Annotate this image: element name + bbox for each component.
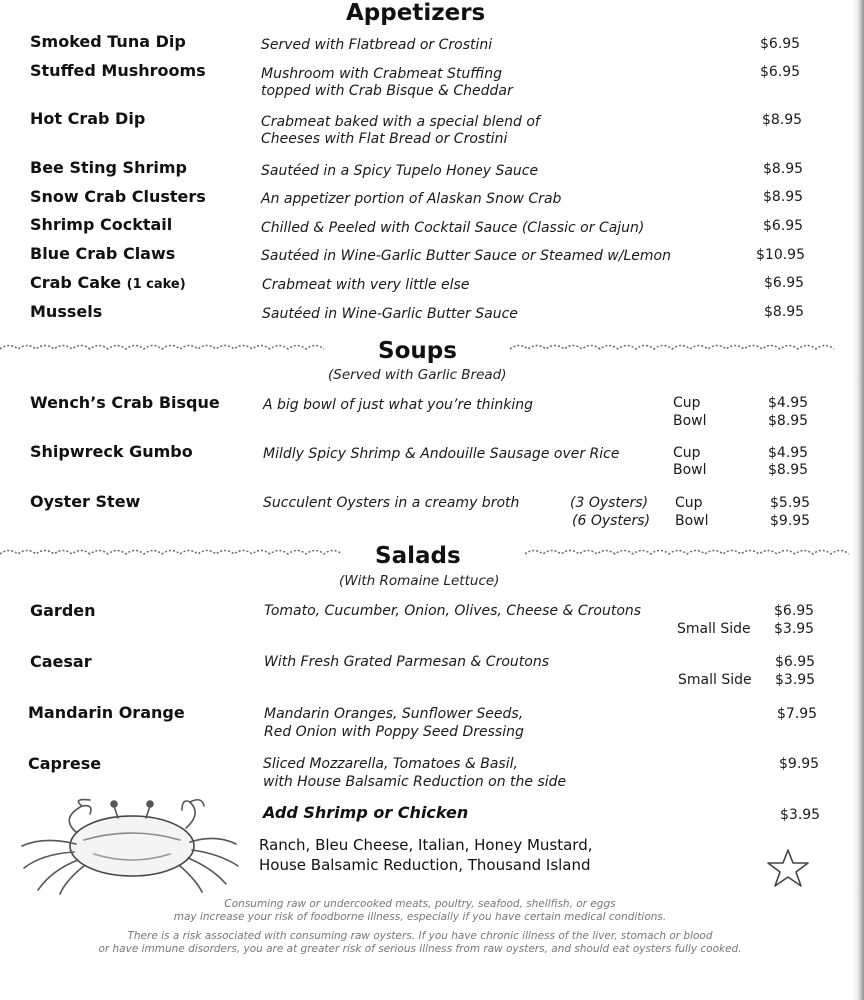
menu-item-price: $7.95 (777, 706, 818, 722)
side-label: Small Side (677, 621, 751, 637)
menu-item-name: Caesar (30, 652, 92, 671)
menu-item-price: $6.95 (775, 654, 816, 670)
oyster-count: (3 Oysters) (570, 495, 649, 511)
size-label: Cup (673, 395, 701, 411)
addon-label: Add Shrimp or Chicken (263, 803, 469, 822)
menu-item-desc: A big bowl of just what you’re thinking (263, 397, 534, 413)
menu-item-name: Shipwreck Gumbo (30, 442, 193, 461)
menu-item-price: $9.95 (779, 756, 820, 772)
wave-divider-right (525, 546, 855, 560)
side-label: Small Side (678, 672, 752, 688)
menu-item-price: $8.95 (762, 112, 803, 128)
menu-item-name: Smoked Tuna Dip (30, 32, 186, 51)
menu-item-price: $9.95 (770, 513, 811, 529)
menu-item-name-suffix: (1 cake) (126, 277, 186, 292)
size-label: Bowl (675, 513, 709, 529)
size-label: Cup (673, 445, 701, 461)
menu-item-desc: Crabmeat baked with a special blend of (261, 114, 540, 130)
menu-item-price: $4.95 (768, 395, 809, 411)
menu-item-desc: Served with Flatbread or Crostini (261, 37, 493, 53)
menu-item-desc: Succulent Oysters in a creamy broth (263, 495, 520, 511)
menu-item-desc: Sautéed in a Spicy Tupelo Honey Sauce (261, 163, 539, 179)
salads-title: Salads (375, 543, 461, 569)
menu-item-desc: Mushroom with Crabmeat Stuffing (261, 66, 503, 82)
menu-item-price: $5.95 (770, 495, 811, 511)
menu-item-price: $8.95 (768, 462, 809, 478)
dressing-list: House Balsamic Reduction, Thousand Island (259, 856, 591, 874)
menu-item-price: $8.95 (764, 304, 805, 320)
menu-item-name: Mussels (30, 302, 103, 321)
menu-item-desc: Mandarin Oranges, Sunflower Seeds, (264, 706, 524, 722)
menu-item-name: Caprese (28, 754, 102, 773)
menu-item-name: Blue Crab Claws (30, 244, 176, 263)
wave-divider-left (0, 546, 350, 560)
size-label: Bowl (673, 413, 707, 429)
menu-item-desc: with House Balsamic Reduction on the side (263, 774, 567, 790)
menu-item-name: Mandarin Orange (28, 703, 185, 722)
menu-item-price: $4.95 (768, 445, 809, 461)
menu-item-price: $8.95 (763, 189, 804, 205)
wave-divider-right (510, 341, 840, 355)
menu-item-desc: Chilled & Peeled with Cocktail Sauce (Classic or Cajun) (261, 220, 645, 236)
disclaimer-line: Consuming raw or undercooked meats, poultry, seafood, shellfish, or eggs (224, 898, 616, 910)
menu-item-desc: Cheeses with Flat Bread or Crostini (261, 131, 508, 147)
menu-item-price: $6.95 (764, 275, 805, 291)
size-label: Cup (675, 495, 703, 511)
menu-item-desc: An appetizer portion of Alaskan Snow Crab (261, 191, 562, 207)
soups-title: Soups (378, 338, 457, 364)
oyster-count: (6 Oysters) (572, 513, 651, 529)
menu-item-name: Hot Crab Dip (30, 109, 146, 128)
side-price: $3.95 (774, 621, 815, 637)
menu-item-desc: Mildly Spicy Shrimp & Andouille Sausage over Rice (263, 446, 620, 462)
menu-item-name: Snow Crab Clusters (30, 187, 206, 206)
menu-item-price: $8.95 (763, 161, 804, 177)
menu-item-name: Stuffed Mushrooms (30, 61, 206, 80)
salads-subtitle: (With Romaine Lettuce) (339, 573, 500, 589)
dressing-list: Ranch, Bleu Cheese, Italian, Honey Mustard, (259, 836, 593, 854)
menu-item-price: $10.95 (756, 247, 805, 263)
soups-subtitle: (Served with Garlic Bread) (328, 367, 507, 383)
menu-item-desc: Red Onion with Poppy Seed Dressing (264, 724, 524, 740)
menu-item-desc: With Fresh Grated Parmesan & Croutons (264, 654, 549, 670)
menu-item-desc: Sautéed in Wine-Garlic Butter Sauce (262, 306, 518, 322)
menu-item-name (30, 273, 186, 292)
menu-item-name: Wench’s Crab Bisque (30, 393, 220, 412)
menu-item-price: $6.95 (760, 64, 801, 80)
size-label: Bowl (673, 462, 707, 478)
menu-item-name: Bee Sting Shrimp (30, 158, 187, 177)
menu-item-price: $8.95 (768, 413, 809, 429)
menu-item-desc: Sliced Mozzarella, Tomatoes & Basil, (263, 756, 518, 772)
menu-item-name-main: Crab Cake (30, 273, 122, 292)
menu-item-desc: Tomato, Cucumber, Onion, Olives, Cheese & Croutons (264, 603, 642, 619)
menu-item-desc: Sautéed in Wine-Garlic Butter Sauce or Steamed w/Lemon (261, 248, 671, 264)
addon-price: $3.95 (780, 807, 821, 823)
appetizers-title: Appetizers (346, 0, 486, 26)
wave-divider-left (0, 341, 330, 355)
disclaimer-line: There is a risk associated with consuming raw oysters. If you have chronic illness of the liver, stomach or blood (127, 930, 713, 942)
disclaimer-line: or have immune disorders, you are at greater risk of serious illness from raw oysters, and should eat oysters fully cooked. (98, 943, 742, 955)
menu-item-name: Garden (30, 601, 96, 620)
menu-item-price: $6.95 (763, 218, 804, 234)
menu-item-price: $6.95 (774, 603, 815, 619)
menu-item-desc: Crabmeat with very little else (262, 277, 470, 293)
disclaimer-line: may increase your risk of foodborne illness, especially if you have certain medical conditions. (173, 911, 667, 923)
crab-icon (14, 796, 242, 896)
menu-item-name: Shrimp Cocktail (30, 215, 173, 234)
menu-item-price: $6.95 (760, 36, 801, 52)
page-edge-shadow (852, 0, 864, 1000)
side-price: $3.95 (775, 672, 816, 688)
starfish-icon (764, 848, 812, 888)
menu-item-desc: topped with Crab Bisque & Cheddar (261, 83, 513, 99)
menu-item-name: Oyster Stew (30, 492, 141, 511)
